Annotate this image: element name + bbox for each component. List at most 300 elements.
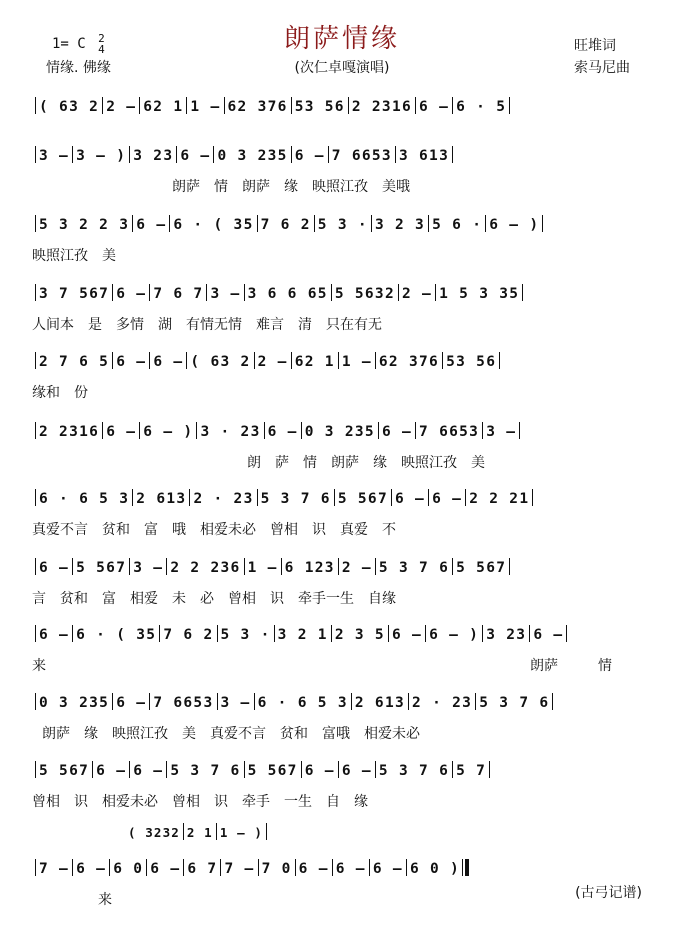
measure: 6 – bbox=[153, 354, 184, 370]
measure: 5 567 bbox=[456, 560, 507, 576]
barline bbox=[529, 625, 530, 642]
lyric: 朗 bbox=[247, 455, 261, 471]
measure: 3 7 567 bbox=[39, 286, 110, 302]
measure: 1 5 3 35 bbox=[439, 286, 520, 302]
lyric: 缘 bbox=[284, 179, 298, 195]
lyric: 真爱不言 bbox=[32, 522, 88, 538]
measure: 6 – bbox=[432, 491, 463, 507]
barline bbox=[415, 97, 416, 114]
barline bbox=[281, 558, 282, 575]
barline bbox=[338, 558, 339, 575]
barline bbox=[112, 284, 113, 301]
final-barline bbox=[462, 859, 469, 876]
barline bbox=[35, 761, 36, 778]
lyric: 多情 bbox=[116, 317, 144, 333]
measure: 5 3 · bbox=[220, 627, 271, 643]
measure: 6 – ) bbox=[143, 424, 194, 440]
barline bbox=[159, 625, 160, 642]
lyric: 美哦 bbox=[382, 179, 410, 195]
measure: 62 376 bbox=[227, 99, 288, 115]
measure: 6 · ( 35 bbox=[76, 627, 157, 643]
lyric: 未 bbox=[172, 591, 186, 607]
measure: 6 – bbox=[116, 354, 147, 370]
time-numerator: 2 bbox=[98, 32, 105, 45]
lyric: 牵手一生 bbox=[298, 591, 354, 607]
lyric: 映照江孜 bbox=[312, 179, 368, 195]
measure: 7 6653 bbox=[331, 148, 392, 164]
barline bbox=[183, 823, 184, 840]
barline bbox=[475, 693, 476, 710]
measure: 1 – bbox=[190, 99, 221, 115]
measure: 7 6653 bbox=[153, 695, 214, 711]
measure: 2 – bbox=[341, 560, 372, 576]
measure: 7 – bbox=[39, 861, 70, 877]
measure: 2 · 23 bbox=[193, 491, 254, 507]
measure: 5 3 · bbox=[317, 217, 368, 233]
barline bbox=[183, 859, 184, 876]
lyric: 人间本 bbox=[32, 317, 74, 333]
measure: 0 3 235 bbox=[39, 695, 110, 711]
measure: 5 567 bbox=[337, 491, 388, 507]
barline bbox=[378, 422, 379, 439]
lyric: 必 bbox=[200, 591, 214, 607]
measure: 6 0 bbox=[113, 861, 144, 877]
measure: 7 6 2 bbox=[163, 627, 214, 643]
barline bbox=[489, 761, 490, 778]
measure: 5 3 7 6 bbox=[170, 763, 241, 779]
measure: 5 3 2 2 3 bbox=[39, 217, 130, 233]
lyrics-line bbox=[32, 177, 654, 197]
score-system bbox=[128, 822, 684, 844]
score-system bbox=[32, 760, 654, 812]
lyric: 富哦 bbox=[322, 726, 350, 742]
barline bbox=[442, 352, 443, 369]
measure: 6 – bbox=[39, 627, 70, 643]
barline bbox=[331, 284, 332, 301]
notation-line bbox=[32, 858, 654, 880]
score-system bbox=[32, 421, 654, 473]
measure: 5 3 7 6 bbox=[378, 560, 450, 576]
barline bbox=[291, 352, 292, 369]
lyric: 真爱不言 bbox=[210, 726, 266, 742]
barline bbox=[149, 693, 150, 710]
measure: 2 · 23 bbox=[412, 695, 473, 711]
notation-line bbox=[32, 488, 654, 510]
notation-line bbox=[32, 351, 654, 373]
barline bbox=[35, 558, 36, 575]
measure: 6 – bbox=[150, 861, 181, 877]
measure: 5 3 7 6 bbox=[378, 763, 450, 779]
barline bbox=[146, 859, 147, 876]
lyric: 朗萨 bbox=[42, 726, 70, 742]
measure: 1 – bbox=[341, 354, 372, 370]
lyric: 富 bbox=[102, 591, 116, 607]
measure: 0 3 235 bbox=[217, 148, 288, 164]
barline bbox=[301, 761, 302, 778]
barline bbox=[35, 625, 36, 642]
lyrics-line bbox=[32, 724, 654, 744]
measure: 6 – bbox=[116, 286, 147, 302]
barline bbox=[375, 761, 376, 778]
measure: 6 – bbox=[304, 763, 335, 779]
lyric: 相爱未必 bbox=[364, 726, 420, 742]
score-system bbox=[32, 145, 654, 197]
barline bbox=[295, 859, 296, 876]
measure: 53 56 bbox=[446, 354, 497, 370]
measure: 6 7 bbox=[187, 861, 218, 877]
notation-line bbox=[128, 822, 684, 844]
barline bbox=[452, 97, 453, 114]
barline bbox=[206, 284, 207, 301]
measure: 6 – bbox=[294, 148, 325, 164]
measure: 6 – bbox=[106, 424, 137, 440]
measure: 2 2316 bbox=[351, 99, 413, 115]
barline bbox=[35, 284, 36, 301]
barline bbox=[254, 352, 255, 369]
lyrics-line bbox=[32, 246, 654, 266]
barline bbox=[314, 215, 315, 232]
measure: ( 3232 bbox=[128, 825, 180, 840]
barline bbox=[291, 97, 292, 114]
barline bbox=[428, 215, 429, 232]
measure: 6 0 ) bbox=[409, 861, 461, 877]
measure: ( 63 2 bbox=[39, 99, 100, 115]
measure: 3 6 6 65 bbox=[247, 286, 328, 302]
barline bbox=[522, 284, 523, 301]
measure: 6 – bbox=[335, 861, 366, 877]
barline bbox=[216, 823, 217, 840]
measure: 0 3 235 bbox=[304, 424, 375, 440]
lyric: 一生 bbox=[284, 794, 312, 810]
lyric: 贫和 bbox=[102, 522, 130, 538]
barline bbox=[189, 489, 190, 506]
measure: 6 · 6 5 3 bbox=[39, 491, 130, 507]
lyric: 识 bbox=[214, 794, 228, 810]
barline bbox=[465, 489, 466, 506]
measure: 6 123 bbox=[284, 560, 335, 576]
barline bbox=[348, 97, 349, 114]
lyric: 映照江孜 bbox=[112, 726, 168, 742]
lyric: 贫和 bbox=[60, 591, 88, 607]
style-note: 情缘. 佛缘 bbox=[46, 60, 111, 76]
measure: 5 567 bbox=[39, 763, 90, 779]
score-system bbox=[32, 624, 654, 676]
barline bbox=[166, 558, 167, 575]
barline bbox=[566, 625, 567, 642]
measure: 2 7 6 5 bbox=[39, 354, 110, 370]
lyric: 缘和 bbox=[32, 385, 60, 401]
lyric: 哦 bbox=[172, 522, 186, 538]
measure: 62 1 bbox=[143, 99, 184, 115]
barline bbox=[388, 625, 389, 642]
barline bbox=[519, 422, 520, 439]
barline bbox=[72, 859, 73, 876]
score-system bbox=[32, 858, 654, 910]
lyric: 有情无情 bbox=[186, 317, 242, 333]
measure: 2 – bbox=[402, 286, 433, 302]
barline bbox=[149, 352, 150, 369]
barline bbox=[509, 97, 510, 114]
barline bbox=[129, 761, 130, 778]
measure: 62 1 bbox=[294, 354, 335, 370]
barline bbox=[186, 97, 187, 114]
barline bbox=[482, 422, 483, 439]
measure: 6 – bbox=[341, 763, 372, 779]
measure: 6 – bbox=[180, 148, 211, 164]
barline bbox=[274, 625, 275, 642]
measure: 6 · 5 bbox=[456, 99, 507, 115]
score-system bbox=[32, 692, 654, 744]
measure: 6 – bbox=[533, 627, 564, 643]
lyric: 缘 bbox=[354, 794, 368, 810]
score-system bbox=[32, 283, 654, 335]
measure: 6 – bbox=[96, 763, 127, 779]
measure: 6 · ( 35 bbox=[173, 217, 254, 233]
barline bbox=[391, 489, 392, 506]
score-system bbox=[32, 351, 654, 403]
barline bbox=[334, 489, 335, 506]
measure: 3 – bbox=[210, 286, 241, 302]
measure: 7 – bbox=[224, 861, 255, 877]
measure: 7 6 7 bbox=[153, 286, 204, 302]
lyric: 只在有无 bbox=[326, 317, 382, 333]
measure: 5 7 bbox=[456, 763, 487, 779]
measure: 2 2 236 bbox=[170, 560, 241, 576]
barline bbox=[72, 558, 73, 575]
lyric: 是 bbox=[88, 317, 102, 333]
lyric: 来 bbox=[98, 892, 112, 908]
barline bbox=[35, 97, 36, 114]
lyrics-line bbox=[32, 890, 654, 910]
barline bbox=[542, 215, 543, 232]
lyrics-line bbox=[32, 520, 654, 540]
measure: 3 – bbox=[220, 695, 251, 711]
barline bbox=[149, 284, 150, 301]
lyric: 美 bbox=[102, 248, 116, 264]
measure: 62 376 bbox=[378, 354, 440, 370]
measure: 6 – ) bbox=[489, 217, 540, 233]
lyric: 美 bbox=[182, 726, 196, 742]
lyric: 美 bbox=[471, 455, 485, 471]
lyric: 映照江孜 bbox=[401, 455, 457, 471]
measure: 3 2 1 bbox=[277, 627, 328, 643]
barline bbox=[369, 859, 370, 876]
measure: 3 2 3 bbox=[374, 217, 426, 233]
lyric: 相爱未必 bbox=[200, 522, 256, 538]
lyric: 清 bbox=[298, 317, 312, 333]
measure: 5 3 7 6 bbox=[479, 695, 550, 711]
lyric: 缘 bbox=[84, 726, 98, 742]
measure: 7 6653 bbox=[419, 424, 480, 440]
measure: 6 – bbox=[419, 99, 450, 115]
measure: 5 6 · bbox=[432, 217, 483, 233]
lyric: 情 bbox=[598, 658, 612, 674]
measure: 5 567 bbox=[247, 763, 298, 779]
barline bbox=[509, 558, 510, 575]
barline bbox=[301, 422, 302, 439]
measure: 3 – bbox=[133, 560, 164, 576]
barline bbox=[35, 352, 36, 369]
barline bbox=[72, 625, 73, 642]
measure: 7 0 bbox=[261, 861, 292, 877]
barline bbox=[428, 489, 429, 506]
barline bbox=[257, 489, 258, 506]
lyric: 缘 bbox=[373, 455, 387, 471]
measure: 1 – ) bbox=[219, 825, 264, 840]
measure: 2 3 5 bbox=[334, 627, 385, 643]
barline bbox=[452, 558, 453, 575]
score-system bbox=[32, 96, 654, 118]
barline bbox=[552, 693, 553, 710]
barline bbox=[482, 625, 483, 642]
barline bbox=[408, 693, 409, 710]
barline bbox=[485, 215, 486, 232]
barline bbox=[375, 352, 376, 369]
song-title: 朗萨情缘 bbox=[283, 24, 400, 54]
measure: 6 – bbox=[76, 861, 107, 877]
notation-line bbox=[32, 96, 654, 118]
measure: 6 – bbox=[136, 217, 167, 233]
notation-line bbox=[32, 692, 654, 714]
lyric: 牵手 bbox=[242, 794, 270, 810]
barline bbox=[258, 859, 259, 876]
barline bbox=[72, 146, 73, 163]
lyric: 难言 bbox=[256, 317, 284, 333]
measure: 6 – bbox=[381, 424, 413, 440]
measure: 5 5632 bbox=[334, 286, 395, 302]
barline bbox=[398, 284, 399, 301]
barline bbox=[266, 823, 267, 840]
key-label: 1= C bbox=[52, 36, 86, 52]
lyric: 贫和 bbox=[280, 726, 308, 742]
measure: 6 – bbox=[267, 424, 298, 440]
barline bbox=[338, 761, 339, 778]
barline bbox=[425, 625, 426, 642]
measure: 3 – bbox=[486, 424, 517, 440]
measure: 1 – bbox=[247, 560, 278, 576]
barline bbox=[452, 761, 453, 778]
score-system bbox=[32, 557, 654, 609]
barline bbox=[129, 146, 130, 163]
barline bbox=[406, 859, 407, 876]
transcriber-note: (古弓记谱) bbox=[575, 885, 642, 901]
barline bbox=[351, 693, 352, 710]
lyrics-line bbox=[32, 792, 654, 812]
measure: 2 – bbox=[106, 99, 137, 115]
notation-line bbox=[32, 557, 654, 579]
measure: 3 613 bbox=[398, 148, 450, 164]
barline bbox=[257, 215, 258, 232]
lyric: 相爱未必 bbox=[102, 794, 158, 810]
barline bbox=[338, 352, 339, 369]
barline bbox=[328, 146, 329, 163]
barline bbox=[166, 761, 167, 778]
lyric: 朗萨 bbox=[242, 179, 270, 195]
barline bbox=[35, 859, 36, 876]
measure: 3 · 23 bbox=[200, 424, 261, 440]
barline bbox=[217, 625, 218, 642]
barline bbox=[112, 352, 113, 369]
measure: 2 1 bbox=[186, 825, 213, 840]
measure: 53 56 bbox=[294, 99, 345, 115]
notation-line bbox=[32, 214, 654, 236]
measure: 6 · 6 5 3 bbox=[257, 695, 348, 711]
score-system bbox=[32, 488, 654, 540]
barline bbox=[244, 284, 245, 301]
lyrics-line bbox=[32, 589, 654, 609]
barline bbox=[213, 146, 214, 163]
barline bbox=[332, 859, 333, 876]
barline bbox=[452, 146, 453, 163]
measure: 5 3 7 6 bbox=[260, 491, 331, 507]
barline bbox=[102, 97, 103, 114]
barline bbox=[371, 215, 372, 232]
lyrics-line bbox=[32, 383, 654, 403]
lyric: 份 bbox=[74, 385, 88, 401]
barline bbox=[132, 489, 133, 506]
lyrics-line bbox=[32, 656, 654, 676]
barline bbox=[112, 693, 113, 710]
notation-line bbox=[32, 760, 654, 782]
barline bbox=[176, 146, 177, 163]
lyric: 情 bbox=[214, 179, 228, 195]
barline bbox=[139, 422, 140, 439]
measure: 6 – ) bbox=[429, 627, 480, 643]
barline bbox=[35, 693, 36, 710]
barline bbox=[532, 489, 533, 506]
lyric: 曾相 bbox=[270, 522, 298, 538]
barline bbox=[415, 422, 416, 439]
measure: 7 6 2 bbox=[260, 217, 311, 233]
composer: 索马尼曲 bbox=[574, 60, 630, 76]
measure: 3 23 bbox=[486, 627, 527, 643]
lyric: 自 bbox=[326, 794, 340, 810]
lyric: 曾相 bbox=[228, 591, 256, 607]
lyric: 萨 bbox=[275, 455, 289, 471]
lyric: 真爱 bbox=[340, 522, 368, 538]
lyric: 相爱 bbox=[130, 591, 158, 607]
measure: 6 – bbox=[116, 695, 147, 711]
measure: 6 – bbox=[391, 627, 423, 643]
lyric: 识 bbox=[312, 522, 326, 538]
measure: 6 – bbox=[395, 491, 426, 507]
measure: 2 613 bbox=[136, 491, 187, 507]
lyric: 识 bbox=[74, 794, 88, 810]
notation-line bbox=[32, 421, 654, 443]
lyric: 来 bbox=[32, 658, 46, 674]
lyrics-line bbox=[32, 453, 654, 473]
measure: 5 567 bbox=[76, 560, 127, 576]
barline bbox=[375, 558, 376, 575]
barline bbox=[196, 422, 197, 439]
notation-line bbox=[32, 624, 654, 646]
barline bbox=[35, 146, 36, 163]
barline bbox=[35, 215, 36, 232]
measure: 6 – bbox=[298, 861, 329, 877]
measure: 3 – ) bbox=[76, 148, 127, 164]
barline bbox=[129, 558, 130, 575]
barline bbox=[217, 693, 218, 710]
barline bbox=[499, 352, 500, 369]
barline bbox=[331, 625, 332, 642]
measure: 2 2 21 bbox=[469, 491, 530, 507]
measure: 3 23 bbox=[133, 148, 174, 164]
lyrics-line bbox=[32, 315, 654, 335]
lyric: 映照江孜 bbox=[32, 248, 88, 264]
lyric: 不 bbox=[382, 522, 396, 538]
lyric: 情 bbox=[303, 455, 317, 471]
barline bbox=[102, 422, 103, 439]
